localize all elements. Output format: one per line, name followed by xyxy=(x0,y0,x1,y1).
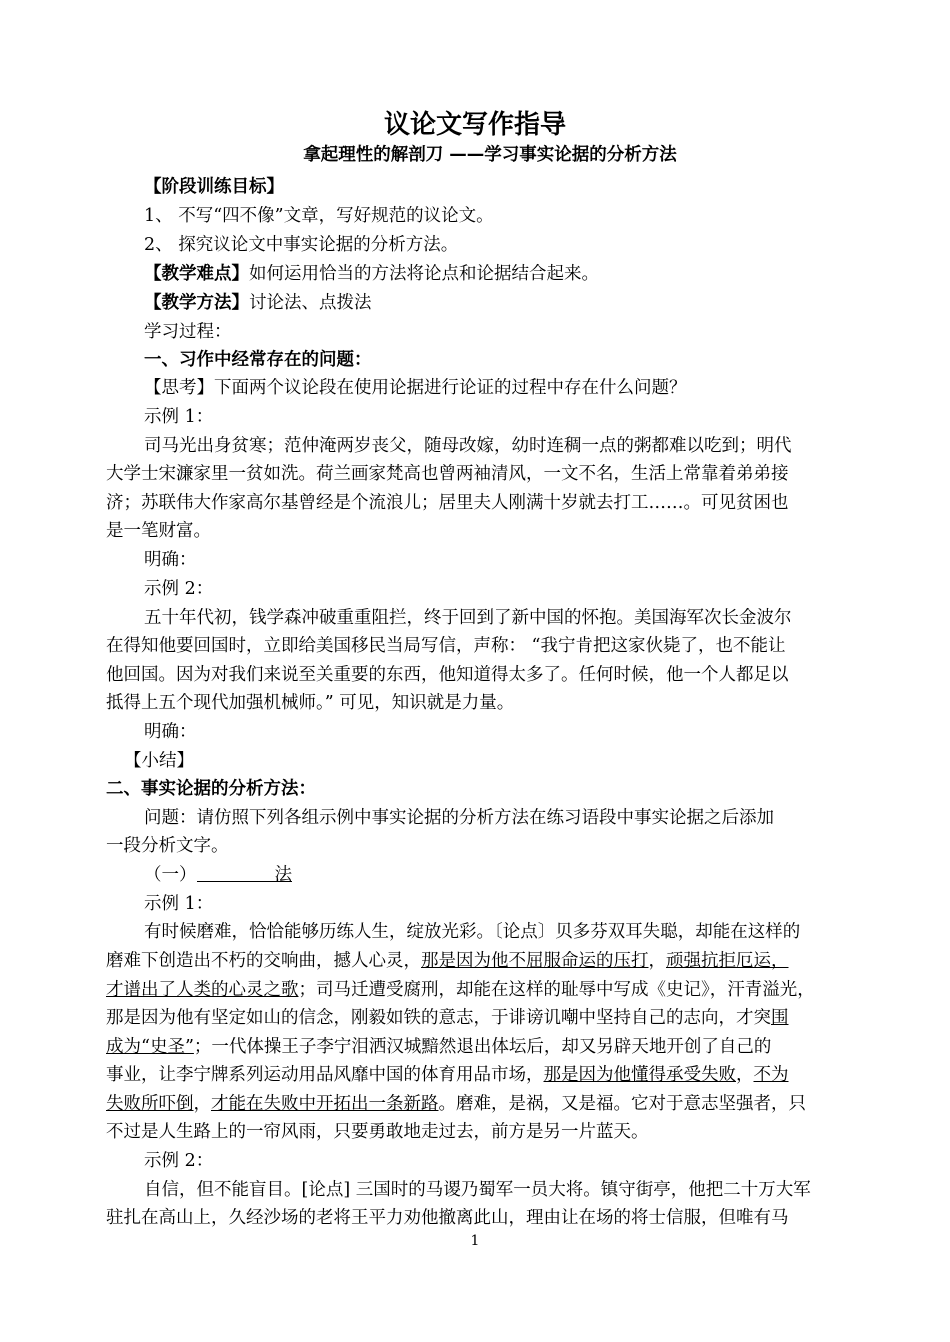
method1-example2-label: 示例 2： xyxy=(144,1151,214,1171)
paragraph3-line: 有时候磨难，恰恰能够历练人生，绽放光彩。〔论点〕贝多芬双耳失聪，却能在这样的 xyxy=(144,922,801,942)
underlined-text: 才谱出了人类的心灵之歌 xyxy=(106,980,299,1000)
underlined-text: 围 xyxy=(771,1008,789,1028)
paragraph3-line xyxy=(106,1090,854,1115)
document-subtitle: 拿起理性的解剖刀 ——学习事实论据的分析方法 xyxy=(303,145,677,165)
text-run: 那是因为他有坚定如山的信念，刚毅如铁的意志，于诽谤讥嘲中坚持自己的志向，才突 xyxy=(106,1008,771,1028)
text-run: ；一代体操王子李宁泪洒汉城黯然退出体坛后，却又另辟天地开创了自己的 xyxy=(193,1037,772,1057)
text-run: ；司马迁遭受腐刑，却能在这样的耻辱中写成《史记》，汗青溢光， xyxy=(298,980,815,1000)
example1-text-line: 济；苏联伟大作家高尔基曾经是个流浪儿；居里夫人刚满十岁就去打工……。可见贫困也 xyxy=(106,493,789,513)
underlined-text: 顽强抗拒厄运， xyxy=(666,951,789,971)
example2-text-line: 在得知他要回国时，立即给美国移民当局写信，声称： “我宁肯把这家伙毙了，也不能让 xyxy=(106,636,786,656)
document-title: 议论文写作指导 xyxy=(383,110,566,140)
paragraph3-line xyxy=(106,976,854,1001)
method1-example1-label: 示例 1： xyxy=(144,894,214,914)
method-text: 讨论法、点拨法 xyxy=(249,293,372,313)
think-prompt: 【思考】下面两个议论段在使用论据进行论证的过程中存在什么问题？ xyxy=(144,378,687,398)
text-run: 事业，让李宁牌系列运动用品风靡中国的体育用品市场， xyxy=(106,1065,544,1085)
text-run: 磨难下创造出不朽的交响曲，撼人心灵， xyxy=(106,951,421,971)
clarify-label-2: 明确： xyxy=(144,722,197,742)
goal-item-2: 2、 探究议论文中事实论据的分析方法。 xyxy=(144,235,459,255)
text-run: ， xyxy=(193,1094,211,1114)
page-number: 1 xyxy=(470,1233,480,1249)
method-line xyxy=(144,289,892,314)
example2-text-line: 抵得上五个现代加强机械师。” 可见，知识就是力量。 xyxy=(106,693,515,713)
underlined-text: 失败所吓倒 xyxy=(106,1094,194,1114)
section1-heading: 一、习作中经常存在的问题： xyxy=(144,350,372,370)
clarify-label-1: 明确： xyxy=(144,550,197,570)
underlined-text: 那是因为他不屈服命运的压打 xyxy=(421,951,649,971)
underlined-text: 成为“史圣” xyxy=(106,1037,194,1057)
text-run: 。磨难，是祸，又是福。它对于意志坚强者，只 xyxy=(438,1094,806,1114)
process-label: 学习过程： xyxy=(144,322,232,342)
paragraph3-line xyxy=(106,1061,854,1086)
paragraph4-line: 自信，但不能盲目。[论点] 三国时的马谡乃蜀军一员大将。镇守街亭，他把二十万大军 xyxy=(144,1180,811,1200)
example1-label: 示例 1： xyxy=(144,407,214,427)
section2-heading: 二、事实论据的分析方法： xyxy=(106,779,316,799)
underlined-text: 那是因为他懂得承受失败 xyxy=(543,1065,736,1085)
example2-label: 示例 2： xyxy=(144,579,214,599)
paragraph3-line xyxy=(106,1004,854,1029)
example2-text-line: 他回国。因为对我们来说至关重要的东西，他知道得太多了。任何时候，他一个人都足以 xyxy=(106,665,789,685)
underlined-text: 不为 xyxy=(753,1065,789,1085)
method1-prefix: （一） xyxy=(144,865,197,885)
text-run: ， xyxy=(648,951,666,971)
summary-label: 【小结】 xyxy=(124,751,194,771)
goal-heading: 【阶段训练目标】 xyxy=(144,177,284,197)
difficulty-label: 【教学难点】 xyxy=(144,264,249,284)
paragraph3-line xyxy=(106,1033,854,1058)
method1-suffix: 法 xyxy=(274,865,292,885)
example1-text-line: 大学士宋濂家里一贫如洗。荷兰画家梵高也曾两袖清风，一文不名，生活上常靠着弟弟接 xyxy=(106,464,789,484)
example2-text-line: 五十年代初，钱学森冲破重重阻拦，终于回到了新中国的怀抱。美国海军次长金波尔 xyxy=(144,608,792,628)
question-line: 一段分析文字。 xyxy=(106,836,229,856)
method-label: 【教学方法】 xyxy=(144,293,249,313)
paragraph4-line: 驻扎在高山上，久经沙场的老将王平力劝他撤离此山，理由让在场的将士信服，但唯有马 xyxy=(106,1208,789,1228)
goal-item-1: 1、 不写“四不像”文章，写好规范的议论文。 xyxy=(144,206,494,226)
paragraph3-line xyxy=(106,947,854,972)
question-line: 问题：请仿照下列各组示例中事实论据的分析方法在练习语段中事实论据之后添加 xyxy=(144,808,774,828)
method1-blank xyxy=(197,865,275,882)
example1-text-line: 司马光出身贫寒；范仲淹两岁丧父，随母改嫁，幼时连稠一点的粥都难以吃到；明代 xyxy=(144,436,792,456)
example1-text-line: 是一笔财富。 xyxy=(106,521,211,541)
difficulty-line xyxy=(144,260,892,285)
underlined-text: 才能在失败中开拓出一条新路 xyxy=(211,1094,439,1114)
method1-heading xyxy=(144,861,892,886)
paragraph3-line: 不过是人生路上的一帘风雨，只要勇敢地走过去，前方是另一片蓝天。 xyxy=(106,1122,649,1142)
difficulty-text: 如何运用恰当的方法将论点和论据结合起来。 xyxy=(249,264,599,284)
text-run: ， xyxy=(736,1065,754,1085)
